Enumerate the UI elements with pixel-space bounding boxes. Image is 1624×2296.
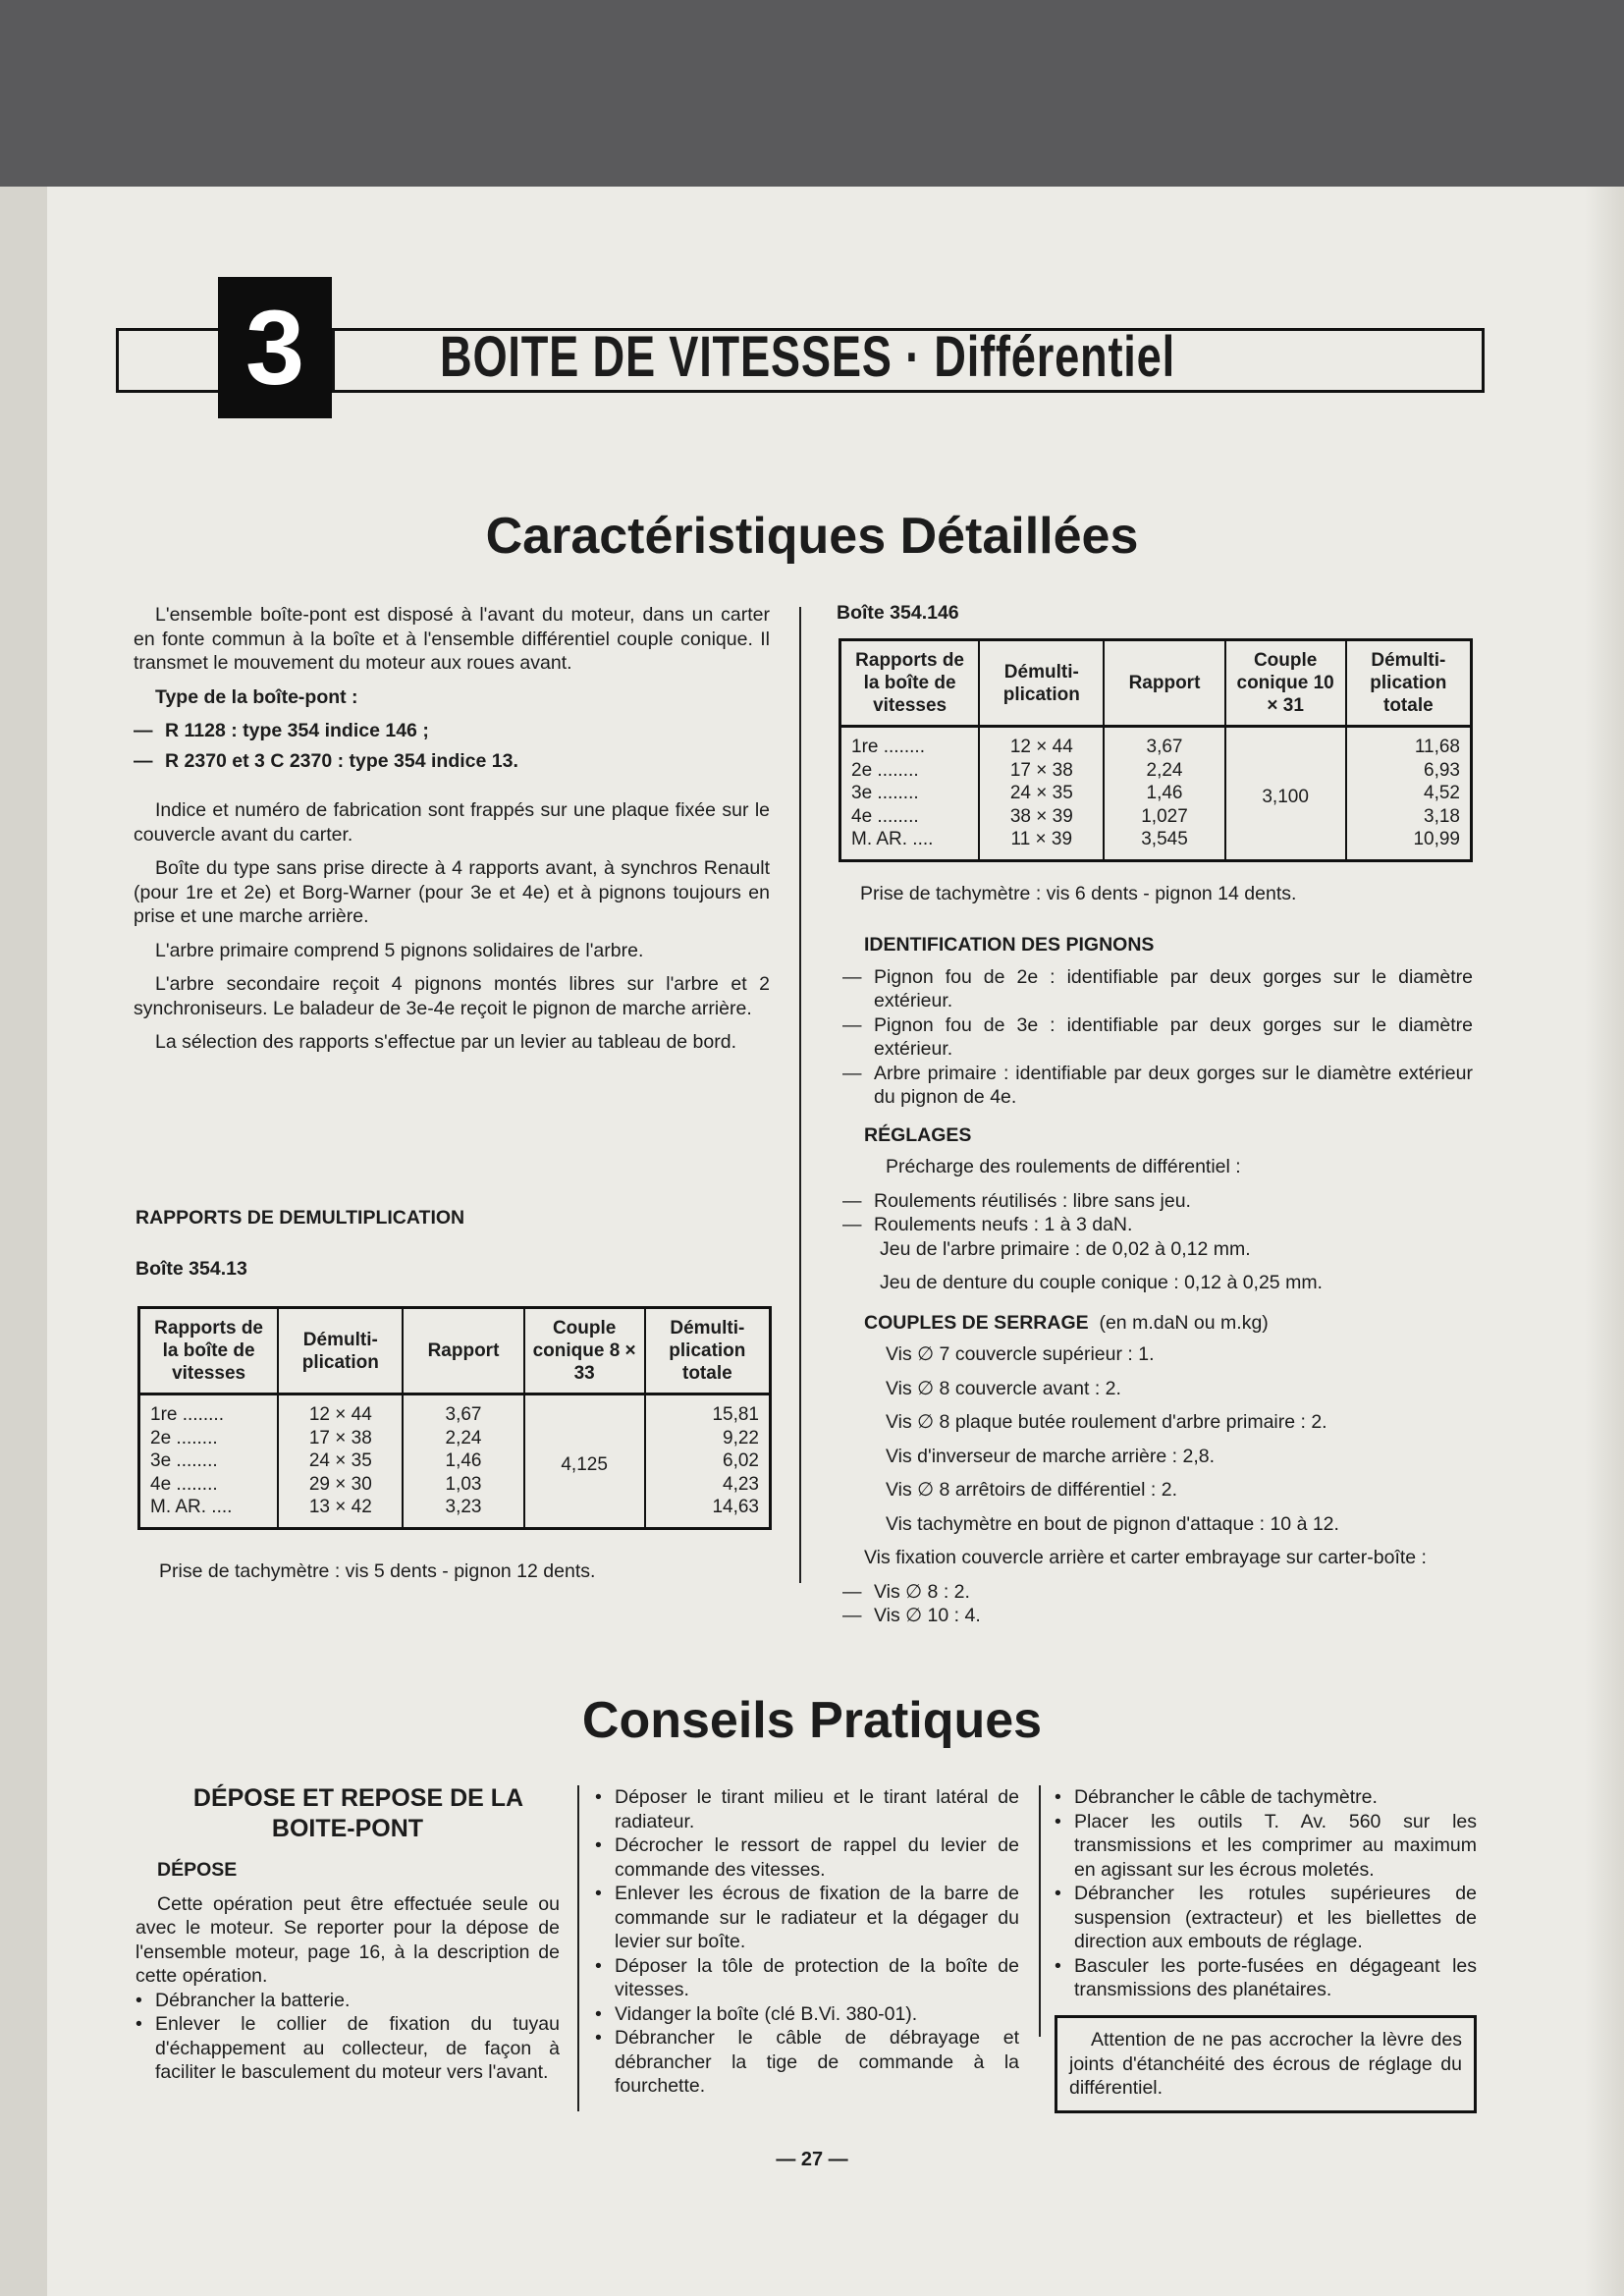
- rapport-cell: 3,67: [1104, 727, 1224, 759]
- couples-line: Vis ∅ 8 plaque butée roulement d'arbre primaire : 2.: [886, 1411, 1327, 1433]
- column-header: Rapport: [1104, 640, 1224, 727]
- totale-cell: 15,81: [645, 1394, 771, 1427]
- rapport-cell: 1,03: [403, 1473, 523, 1497]
- rapport-cell: 3,23: [403, 1496, 523, 1528]
- couples-unit: (en m.daN ou m.kg): [1099, 1311, 1269, 1334]
- list-item: — Pignon fou de 3e : identifiable par deux gorges sur le diamètre extérieur.: [842, 1013, 1473, 1062]
- paragraph: La sélection des rapports s'effectue par un levier au tableau de bord.: [155, 1031, 736, 1053]
- rapports-heading: RAPPORTS DE DEMULTIPLICATION: [135, 1207, 465, 1229]
- header-rule-left: [116, 328, 218, 393]
- table-row: [139, 1449, 771, 1473]
- demult-cell: 17 × 38: [979, 759, 1104, 783]
- table-row: [139, 1496, 771, 1528]
- couples-line: Vis d'inverseur de marche arrière : 2,8.: [886, 1445, 1216, 1467]
- table-header-row: [139, 1308, 771, 1394]
- demult-cell: 29 × 30: [278, 1473, 403, 1497]
- list-item: — R 2370 et 3 C 2370 : type 354 indice 13.: [134, 749, 770, 774]
- reglages-line: Jeu de l'arbre primaire : de 0,02 à 0,12 mm.: [880, 1237, 1251, 1260]
- gear-cell: M. AR. ....: [840, 828, 980, 860]
- list-item: — Roulements réutilisés : libre sans jeu.: [842, 1189, 1473, 1214]
- reglages-heading: RÉGLAGES: [864, 1123, 972, 1146]
- list-item: • Enlever les écrous de fixation de la barre de commande sur le radiateur et la dégager du levier sur boîte.: [595, 1882, 1019, 1954]
- list-item: • Basculer les porte-fusées en dégageant les transmissions des planétaires.: [1055, 1954, 1477, 2002]
- demult-cell: 24 × 35: [278, 1449, 403, 1473]
- couples-list: [842, 1580, 1473, 1628]
- list-item: — Arbre primaire : identifiable par deux gorges sur le diamètre extérieur du pignon de 4e.: [842, 1062, 1473, 1110]
- reglages-list: [842, 1189, 1473, 1237]
- chapter-number: 3: [218, 277, 332, 418]
- column-header: Démulti-plication totale: [645, 1308, 771, 1394]
- list-item: — Pignon fou de 2e : identifiable par deux gorges sur le diamètre extérieur.: [842, 965, 1473, 1013]
- list-item: • Débrancher le câble de tachymètre.: [1055, 1785, 1477, 1810]
- column-divider: [799, 607, 801, 1583]
- cp-intro: Cette opération peut être effectuée seule ou avec le moteur. Se reporter pour la dépose de l'ensemble moteur, page 16, à la description de cette opération.: [135, 1892, 560, 1987]
- ident-heading: IDENTIFICATION DES PIGNONS: [864, 934, 1155, 956]
- couples-line: Vis ∅ 7 couvercle supérieur : 1.: [886, 1343, 1155, 1365]
- list-item: • Enlever le collier de fixation du tuyau d'échappement au collecteur, de façon à faciliter le basculement du moteur vers l'avant.: [135, 2012, 560, 2085]
- table-row: [840, 805, 1472, 829]
- table-row: [840, 727, 1472, 759]
- couples-line: Vis ∅ 8 couvercle avant : 2.: [886, 1377, 1121, 1399]
- attention-note: Attention de ne pas accrocher la lèvre des joints d'étanchéité des écrous de réglage du différentiel.: [1055, 2015, 1477, 2113]
- demult-cell: 24 × 35: [979, 782, 1104, 805]
- gear-cell: M. AR. ....: [139, 1496, 279, 1528]
- cp-column-3: [1055, 1785, 1477, 2002]
- gear-cell: 2e ........: [139, 1427, 279, 1450]
- paragraph: Indice et numéro de fabrication sont frappés sur une plaque fixée sur le couvercle avant du carter.: [134, 799, 770, 846]
- list-item: — R 1128 : type 354 indice 146 ;: [134, 719, 770, 743]
- book-gutter: [0, 187, 47, 2296]
- cp-column-2: [595, 1785, 1019, 2099]
- page-edge-shadow: [1585, 187, 1624, 2296]
- list-item: • Débrancher la batterie.: [135, 1989, 560, 2013]
- column-header: Rapports de la boîte de vitesses: [139, 1308, 279, 1394]
- cp-heading: DÉPOSE ET REPOSE DE LA BOITE-PONT: [192, 1784, 524, 1842]
- reglages-line: Jeu de denture du couple conique : 0,12 à 0,25 mm.: [880, 1272, 1323, 1293]
- chapter-title: BOITE DE VITESSES · Différentiel: [440, 325, 1175, 389]
- demult-cell: 13 × 42: [278, 1496, 403, 1528]
- list-item: • Déposer la tôle de protection de la boîte de vitesses.: [595, 1954, 1019, 2002]
- list-item: — Roulements neufs : 1 à 3 daN.: [842, 1213, 1473, 1237]
- couple-cell: 3,100: [1225, 727, 1346, 861]
- left-column: [134, 603, 770, 1065]
- totale-cell: 3,18: [1346, 805, 1472, 829]
- paragraph: L'arbre secondaire reçoit 4 pignons montés libres sur l'arbre et 2 synchroniseurs. Le baladeur de 3e-4e reçoit le pignon de marche arrière.: [134, 973, 770, 1019]
- type-label: Type de la boîte-pont :: [155, 685, 358, 708]
- column-header: Rapports de la boîte de vitesses: [840, 640, 980, 727]
- list-item: • Décrocher le ressort de rappel du levier de commande des vitesses.: [595, 1833, 1019, 1882]
- rapport-cell: 2,24: [1104, 759, 1224, 783]
- gear-cell: 4e ........: [139, 1473, 279, 1497]
- cp-divider-2: [1039, 1785, 1041, 2037]
- column-header: Rapport: [403, 1308, 523, 1394]
- cp-subheading: DÉPOSE: [157, 1859, 238, 1881]
- tachy-354-13: Prise de tachymètre : vis 5 dents - pignon 12 dents.: [159, 1560, 596, 1582]
- list-item: • Vidanger la boîte (clé B.Vi. 380-01).: [595, 2002, 1019, 2027]
- intro-paragraph: L'ensemble boîte-pont est disposé à l'avant du moteur, dans un carter en fonte commun à la boîte et à l'ensemble différentiel couple conique. Il transmet le mouvement du moteur aux roues avant.: [134, 604, 770, 674]
- type-list: [134, 719, 770, 773]
- tachy-354-146: Prise de tachymètre : vis 6 dents - pignon 14 dents.: [860, 883, 1297, 904]
- table-row: [840, 828, 1472, 860]
- column-header: Démulti-plication totale: [1346, 640, 1472, 727]
- cp-list-2: [595, 1785, 1019, 2099]
- list-item: • Débrancher les rotules supérieures de suspension (extracteur) et les biellettes de direction aux embouts de réglage.: [1055, 1882, 1477, 1954]
- list-item: • Débrancher le câble de débrayage et débrancher la tige de commande à la fourchette.: [595, 2026, 1019, 2099]
- table-row: [139, 1473, 771, 1497]
- totale-cell: 4,52: [1346, 782, 1472, 805]
- gear-cell: 1re ........: [840, 727, 980, 759]
- rapport-cell: 3,545: [1104, 828, 1224, 860]
- demult-cell: 12 × 44: [278, 1394, 403, 1427]
- rapport-cell: 1,027: [1104, 805, 1224, 829]
- page-number: — 27 —: [776, 2149, 848, 2170]
- table-row: [139, 1427, 771, 1450]
- gear-cell: 3e ........: [840, 782, 980, 805]
- column-header: Couple conique 8 × 33: [524, 1308, 645, 1394]
- totale-cell: 4,23: [645, 1473, 771, 1497]
- totale-cell: 6,93: [1346, 759, 1472, 783]
- totale-cell: 14,63: [645, 1496, 771, 1528]
- paragraph: L'arbre primaire comprend 5 pignons solidaires de l'arbre.: [155, 939, 644, 961]
- box-label-354-146: Boîte 354.146: [837, 602, 959, 624]
- ident-list: [842, 965, 1473, 1110]
- rapport-cell: 1,46: [403, 1449, 523, 1473]
- totale-cell: 11,68: [1346, 727, 1472, 759]
- couples-line: Vis tachymètre en bout de pignon d'attaque : 10 à 12.: [886, 1512, 1339, 1535]
- cp-list-1: [135, 1989, 560, 2085]
- couples-heading: COUPLES DE SERRAGE: [864, 1311, 1089, 1334]
- section-title-conseils: Conseils Pratiques: [581, 1692, 1043, 1749]
- list-item: — Vis ∅ 8 : 2.: [842, 1580, 1473, 1605]
- list-item: — Vis ∅ 10 : 4.: [842, 1604, 1473, 1628]
- cp-divider-1: [577, 1785, 579, 2111]
- cp-column-1: [135, 1783, 560, 2085]
- column-header: Couple conique 10 × 31: [1225, 640, 1346, 727]
- demult-cell: 38 × 39: [979, 805, 1104, 829]
- gear-cell: 1re ........: [139, 1394, 279, 1427]
- ratio-table-354-146: [839, 638, 1473, 862]
- gear-cell: 2e ........: [840, 759, 980, 783]
- table-row: [139, 1394, 771, 1427]
- totale-cell: 9,22: [645, 1427, 771, 1450]
- table-row: [840, 759, 1472, 783]
- column-header: Démulti-plication: [979, 640, 1104, 727]
- column-header: Démulti-plication: [278, 1308, 403, 1394]
- totale-cell: 10,99: [1346, 828, 1472, 860]
- section-title-caracteristiques: Caractéristiques Détaillées: [485, 508, 1139, 565]
- couples-line: Vis ∅ 8 arrêtoirs de différentiel : 2.: [886, 1479, 1177, 1501]
- couple-cell: 4,125: [524, 1394, 645, 1529]
- box-label-354-13: Boîte 354.13: [135, 1258, 247, 1280]
- table-header-row: [840, 640, 1472, 727]
- totale-cell: 6,02: [645, 1449, 771, 1473]
- reglages-intro: Précharge des roulements de différentiel :: [886, 1156, 1241, 1177]
- demult-cell: 11 × 39: [979, 828, 1104, 860]
- cp-list-3: [1055, 1785, 1477, 2002]
- list-item: • Placer les outils T. Av. 560 sur les transmissions et les comprimer au maximum en agissant sur les écrous moletés.: [1055, 1810, 1477, 1883]
- table-row: [840, 782, 1472, 805]
- demult-cell: 17 × 38: [278, 1427, 403, 1450]
- rapport-cell: 1,46: [1104, 782, 1224, 805]
- rapport-cell: 3,67: [403, 1394, 523, 1427]
- couples-line: Vis fixation couvercle arrière et carter embrayage sur carter-boîte :: [864, 1547, 1427, 1568]
- gear-cell: 4e ........: [840, 805, 980, 829]
- gear-cell: 3e ........: [139, 1449, 279, 1473]
- rapport-cell: 2,24: [403, 1427, 523, 1450]
- right-text-column: [842, 933, 1473, 1628]
- list-item: • Déposer le tirant milieu et le tirant latéral de radiateur.: [595, 1785, 1019, 1833]
- ratio-table-354-13: [137, 1306, 772, 1530]
- paragraph: Boîte du type sans prise directe à 4 rapports avant, à synchros Renault (pour 1re et 2e) et Borg-Warner (pour 3e et 4e) et à pignons toujours en prise et une marche arrière.: [134, 857, 770, 927]
- demult-cell: 12 × 44: [979, 727, 1104, 759]
